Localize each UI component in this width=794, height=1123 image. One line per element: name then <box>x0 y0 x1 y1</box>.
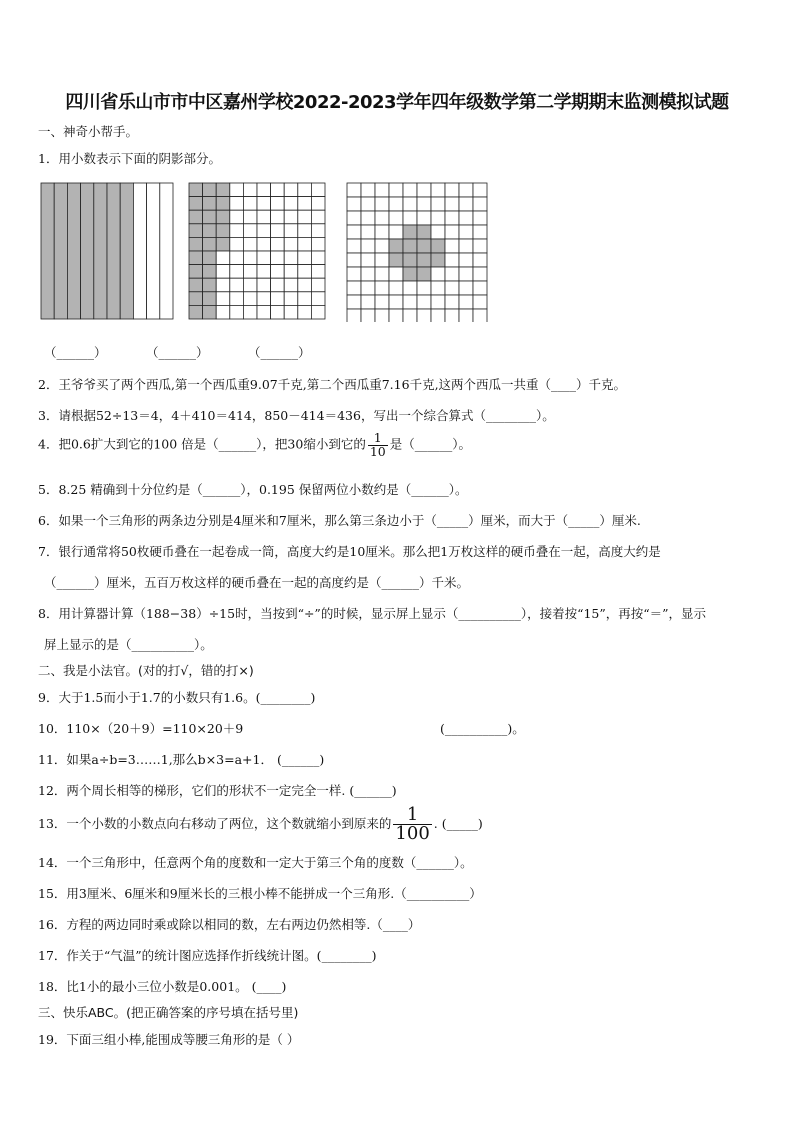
figure-1 <box>40 182 174 323</box>
grid-cell <box>473 239 487 253</box>
grid-cell <box>257 237 271 251</box>
grid-cell <box>417 183 431 197</box>
grid-cell <box>445 253 459 267</box>
grid-cell <box>417 281 431 295</box>
grid-cell <box>375 267 389 281</box>
question-9: 9．大于1.5而小于1.7的小数只有1.6。(________) <box>38 690 316 705</box>
strip <box>94 183 107 319</box>
grid-cell <box>403 225 417 239</box>
grid-cell <box>243 265 257 279</box>
question-17: 17．作关于“气温”的统计图应选择作折线统计图。(________) <box>38 948 377 963</box>
grid-cell <box>216 305 230 319</box>
grid-cell <box>230 278 244 292</box>
grid-cell <box>389 267 403 281</box>
grid-cell <box>189 197 203 211</box>
grid-cell <box>230 305 244 319</box>
grid-cell <box>257 224 271 238</box>
grid-cell <box>230 224 244 238</box>
figure-3-grid <box>346 182 488 322</box>
grid-cell <box>284 224 298 238</box>
strip <box>81 183 94 319</box>
question-10-expression: 10．110×（20＋9）=110×20＋9 <box>38 721 244 736</box>
grid-cell <box>203 210 217 224</box>
question-11: 11．如果a÷b=3……1,那么b×3=a+1． (______) <box>38 752 325 767</box>
grid-cell <box>347 267 361 281</box>
grid-cell <box>445 295 459 309</box>
grid-cell <box>473 197 487 211</box>
grid-cell <box>243 292 257 306</box>
grid-cell <box>216 292 230 306</box>
grid-cell <box>473 225 487 239</box>
question-4-part-a: 4．把0.6扩大到它的100 倍是（______），把30缩小到它的 <box>38 436 366 452</box>
grid-cell <box>417 225 431 239</box>
page-title: 四川省乐山市市中区嘉州学校2022-2023学年四年级数学第二学期期末监测模拟试题 <box>65 92 729 113</box>
grid-cell <box>431 309 445 322</box>
grid-cell <box>257 197 271 211</box>
grid-cell <box>284 265 298 279</box>
grid-cell <box>361 295 375 309</box>
grid-cell <box>298 224 312 238</box>
grid-cell <box>375 239 389 253</box>
grid-cell <box>203 305 217 319</box>
grid-cell <box>284 197 298 211</box>
grid-cell <box>230 210 244 224</box>
grid-cell <box>389 183 403 197</box>
grid-cell <box>311 197 325 211</box>
grid-cell <box>243 210 257 224</box>
question-6: 6．如果一个三角形的两条边分别是4厘米和7厘米，那么第三条边小于（_____）厘米，而大于（_____）厘米. <box>38 513 641 528</box>
grid-cell <box>284 305 298 319</box>
grid-cell <box>271 265 285 279</box>
grid-cell <box>403 295 417 309</box>
grid-cell <box>284 278 298 292</box>
fraction-one-hundredth <box>393 806 431 843</box>
question-7-line-1: 7．银行通常将50枚硬币叠在一起卷成一筒，高度大约是10厘米。那么把1万枚这样的硬币叠在一起，高度大约是 <box>38 544 661 559</box>
grid-cell <box>347 211 361 225</box>
grid-cell <box>459 225 473 239</box>
grid-cell <box>361 197 375 211</box>
grid-cell <box>431 295 445 309</box>
grid-cell <box>189 237 203 251</box>
grid-cell <box>389 225 403 239</box>
grid-cell <box>298 237 312 251</box>
figure-3 <box>346 182 488 325</box>
grid-cell <box>271 237 285 251</box>
grid-cell <box>230 251 244 265</box>
figure-2 <box>188 182 326 323</box>
grid-cell <box>203 292 217 306</box>
grid-cell <box>403 239 417 253</box>
grid-cell <box>257 183 271 197</box>
grid-cell <box>271 224 285 238</box>
grid-cell <box>361 225 375 239</box>
grid-cell <box>375 211 389 225</box>
question-1: 1．用小数表示下面的阴影部分。 <box>38 151 221 166</box>
grid-cell <box>298 183 312 197</box>
fraction-numerator: 1 <box>406 804 419 825</box>
section-3-heading: 三、快乐ABC。(把正确答案的序号填在括号里) <box>38 1005 299 1020</box>
grid-cell <box>445 197 459 211</box>
grid-cell <box>375 309 389 322</box>
grid-cell <box>311 292 325 306</box>
grid-cell <box>189 265 203 279</box>
grid-cell <box>403 197 417 211</box>
grid-cell <box>243 224 257 238</box>
grid-cell <box>203 197 217 211</box>
grid-cell <box>189 305 203 319</box>
grid-cell <box>298 292 312 306</box>
grid-cell <box>203 278 217 292</box>
grid-cell <box>389 281 403 295</box>
grid-cell <box>459 267 473 281</box>
grid-cell <box>361 309 375 322</box>
grid-cell <box>473 309 487 322</box>
grid-cell <box>257 265 271 279</box>
fraction-denominator: 100 <box>395 823 430 844</box>
grid-cell <box>473 183 487 197</box>
grid-cell <box>361 253 375 267</box>
question-8-line-2: 屏上显示的是（__________）。 <box>44 637 213 652</box>
answer-blank-1[interactable]: （______） <box>44 345 107 360</box>
grid-cell <box>445 309 459 322</box>
strip <box>133 183 146 319</box>
grid-cell <box>361 183 375 197</box>
strip <box>41 183 54 319</box>
grid-cell <box>311 265 325 279</box>
grid-cell <box>284 251 298 265</box>
grid-cell <box>243 197 257 211</box>
grid-cell <box>459 239 473 253</box>
grid-cell <box>417 253 431 267</box>
strip <box>160 183 173 319</box>
grid-cell <box>271 292 285 306</box>
strip <box>107 183 120 319</box>
grid-cell <box>271 210 285 224</box>
grid-cell <box>298 265 312 279</box>
fraction-denominator: 10 <box>369 443 386 459</box>
grid-cell <box>459 211 473 225</box>
grid-cell <box>271 305 285 319</box>
grid-cell <box>216 197 230 211</box>
grid-cell <box>189 251 203 265</box>
grid-cell <box>216 210 230 224</box>
grid-cell <box>459 295 473 309</box>
grid-cell <box>243 278 257 292</box>
grid-cell <box>230 197 244 211</box>
grid-cell <box>473 295 487 309</box>
grid-cell <box>375 295 389 309</box>
grid-cell <box>230 265 244 279</box>
grid-cell <box>298 278 312 292</box>
grid-cell <box>347 295 361 309</box>
grid-cell <box>311 237 325 251</box>
grid-cell <box>473 211 487 225</box>
grid-cell <box>203 237 217 251</box>
grid-cell <box>375 183 389 197</box>
grid-cell <box>216 224 230 238</box>
grid-cell <box>375 281 389 295</box>
grid-cell <box>243 305 257 319</box>
grid-cell <box>417 295 431 309</box>
grid-cell <box>298 210 312 224</box>
strip <box>67 183 80 319</box>
grid-cell <box>284 210 298 224</box>
grid-cell <box>311 224 325 238</box>
answer-blank-2[interactable]: （______） <box>145 345 209 360</box>
question-7-line-2: （______）厘米，五百万枚这样的硬币叠在一起的高度约是（______）千米。 <box>44 575 470 590</box>
question-10-blank[interactable]: (__________)。 <box>440 721 525 736</box>
grid-cell <box>311 251 325 265</box>
question-18: 18．比1小的最小三位小数是0.001。 (____) <box>38 979 287 994</box>
strip <box>147 183 160 319</box>
grid-cell <box>417 309 431 322</box>
grid-cell <box>311 278 325 292</box>
grid-cell <box>375 253 389 267</box>
grid-cell <box>203 224 217 238</box>
question-4 <box>38 432 471 458</box>
grid-cell <box>230 237 244 251</box>
strip <box>54 183 67 319</box>
fraction-numerator: 1 <box>373 430 382 445</box>
question-19: 19．下面三组小棒,能围成等腰三角形的是（ ） <box>38 1032 300 1047</box>
figure-1-strips <box>40 182 174 320</box>
grid-cell <box>216 278 230 292</box>
grid-cell <box>257 278 271 292</box>
grid-cell <box>361 211 375 225</box>
grid-cell <box>445 211 459 225</box>
grid-cell <box>375 197 389 211</box>
grid-cell <box>417 211 431 225</box>
question-8-line-1: 8．用计算器计算（188−38）÷15时，当按到“÷”的时候，显示屏上显示（__________），接着按“15”，再按“＝”，显示 <box>38 606 707 621</box>
section-1-heading: 一、神奇小帮手。 <box>38 124 139 139</box>
grid-cell <box>311 183 325 197</box>
grid-cell <box>417 239 431 253</box>
grid-cell <box>431 253 445 267</box>
grid-cell <box>243 251 257 265</box>
answer-blank-3[interactable]: （______） <box>247 345 311 360</box>
grid-cell <box>431 197 445 211</box>
grid-cell <box>216 183 230 197</box>
grid-cell <box>271 183 285 197</box>
grid-cell <box>361 281 375 295</box>
grid-cell <box>417 267 431 281</box>
grid-cell <box>189 210 203 224</box>
grid-cell <box>347 183 361 197</box>
question-10 <box>38 719 525 737</box>
grid-cell <box>459 281 473 295</box>
grid-cell <box>445 225 459 239</box>
grid-cell <box>375 225 389 239</box>
grid-cell <box>473 267 487 281</box>
grid-cell <box>389 295 403 309</box>
question-4-part-b: 是（______）。 <box>389 436 471 452</box>
grid-cell <box>216 237 230 251</box>
figure-2-grid <box>188 182 326 320</box>
grid-cell <box>298 305 312 319</box>
grid-cell <box>216 265 230 279</box>
question-13-part-a: 13．一个小数的小数点向右移动了两位，这个数就缩小到原来的 <box>38 816 392 831</box>
strip <box>120 183 133 319</box>
grid-cell <box>189 292 203 306</box>
grid-cell <box>445 281 459 295</box>
grid-cell <box>403 211 417 225</box>
grid-cell <box>203 251 217 265</box>
grid-cell <box>311 210 325 224</box>
question-5: 5．8.25 精确到十分位约是（______），0.195 保留两位小数约是（______）。 <box>38 482 468 497</box>
grid-cell <box>417 197 431 211</box>
grid-cell <box>403 309 417 322</box>
grid-cell <box>431 183 445 197</box>
grid-cell <box>459 197 473 211</box>
grid-cell <box>257 210 271 224</box>
grid-cell <box>445 267 459 281</box>
grid-cell <box>271 278 285 292</box>
grid-cell <box>243 183 257 197</box>
grid-cell <box>431 267 445 281</box>
grid-cell <box>257 292 271 306</box>
grid-cell <box>431 211 445 225</box>
question-2: 2．王爷爷买了两个西瓜,第一个西瓜重9.07千克,第二个西瓜重7.16千克,这两个西瓜一共重（____）千克。 <box>38 377 627 392</box>
grid-cell <box>445 239 459 253</box>
grid-cell <box>389 309 403 322</box>
grid-cell <box>271 251 285 265</box>
grid-cell <box>230 292 244 306</box>
grid-cell <box>431 239 445 253</box>
grid-cell <box>347 281 361 295</box>
fraction-one-tenth <box>368 432 388 458</box>
question-14: 14．一个三角形中，任意两个角的度数和一定大于第三个角的度数（______）。 <box>38 855 473 870</box>
grid-cell <box>347 225 361 239</box>
grid-cell <box>271 197 285 211</box>
grid-cell <box>361 239 375 253</box>
grid-cell <box>298 251 312 265</box>
question-12: 12．两个周长相等的梯形，它们的形状不一定完全一样. (______) <box>38 783 397 798</box>
grid-cell <box>445 183 459 197</box>
grid-cell <box>403 183 417 197</box>
grid-cell <box>431 225 445 239</box>
grid-cell <box>347 239 361 253</box>
question-13-part-b: . (_____) <box>433 816 483 831</box>
grid-cell <box>389 211 403 225</box>
question-3: 3．请根据52÷13＝4，4＋410＝414，850－414＝436，写出一个综合算式（________）。 <box>38 408 555 423</box>
grid-cell <box>459 183 473 197</box>
question-13 <box>38 806 483 843</box>
grid-cell <box>459 309 473 322</box>
grid-cell <box>203 183 217 197</box>
question-1-answers <box>44 343 310 361</box>
grid-cell <box>284 237 298 251</box>
grid-cell <box>347 309 361 322</box>
grid-cell <box>284 292 298 306</box>
grid-cell <box>389 197 403 211</box>
grid-cell <box>311 305 325 319</box>
grid-cell <box>459 253 473 267</box>
grid-cell <box>389 253 403 267</box>
grid-cell <box>203 265 217 279</box>
grid-cell <box>473 253 487 267</box>
grid-cell <box>189 278 203 292</box>
grid-cell <box>347 253 361 267</box>
grid-cell <box>257 305 271 319</box>
grid-cell <box>189 224 203 238</box>
grid-cell <box>189 183 203 197</box>
question-15: 15．用3厘米、6厘米和9厘米长的三根小棒不能拼成一个三角形.（__________） <box>38 886 482 901</box>
grid-cell <box>361 267 375 281</box>
section-2-heading: 二、我是小法官。(对的打√，错的打×) <box>38 663 254 678</box>
grid-cell <box>347 197 361 211</box>
grid-cell <box>403 281 417 295</box>
grid-cell <box>257 251 271 265</box>
question-16: 16．方程的两边同时乘或除以相同的数，左右两边仍然相等.（____） <box>38 917 421 932</box>
grid-cell <box>389 239 403 253</box>
grid-cell <box>230 183 244 197</box>
grid-cell <box>403 253 417 267</box>
grid-cell <box>243 237 257 251</box>
grid-cell <box>473 281 487 295</box>
grid-cell <box>403 267 417 281</box>
grid-cell <box>298 197 312 211</box>
grid-cell <box>216 251 230 265</box>
grid-cell <box>431 281 445 295</box>
grid-cell <box>284 183 298 197</box>
